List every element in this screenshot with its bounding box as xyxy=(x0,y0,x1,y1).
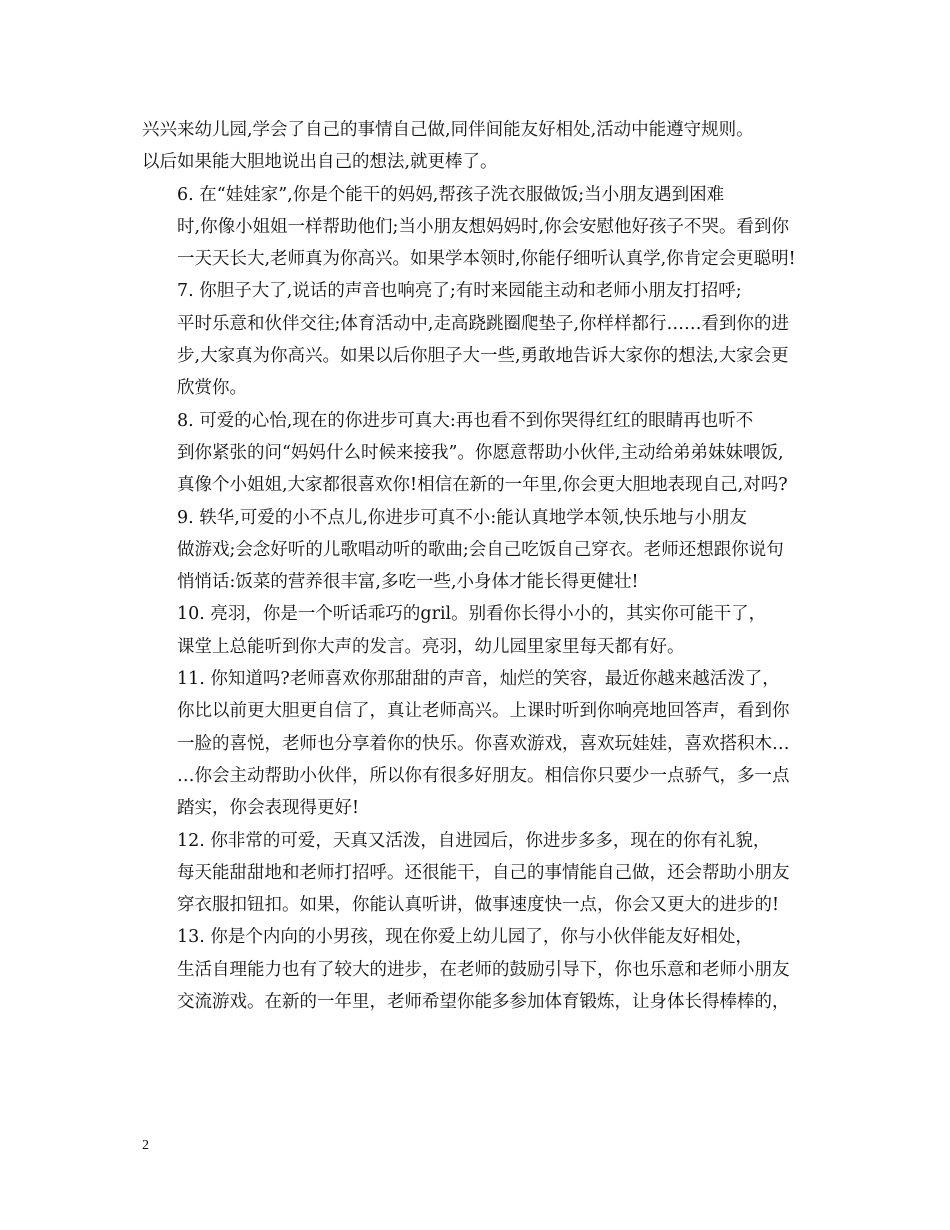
text-line: 真像个小姐姐,大家都很喜欢你!相信在新的一年里,你会更大胆地表现自己,对吗? xyxy=(177,475,788,496)
text-line: 步,大家真为你高兴。如果以后你胆子大一些,勇敢地告诉大家你的想法,大家会更 xyxy=(177,346,789,367)
text-line: 兴兴来幼儿园,学会了自己的事情自己做,同伴间能友好相处,活动中能遵守规则。 xyxy=(142,120,754,140)
paragraph xyxy=(142,663,812,824)
text-line: 悄悄话:饭菜的营养很丰富,多吃一些,小身体才能长得更健壮! xyxy=(177,572,639,593)
text-line: 11. 你知道吗?老师喜欢你那甜甜的声音，灿烂的笑容，最近你越来越活泼了， xyxy=(177,669,780,690)
paragraph xyxy=(142,825,812,922)
text-line: 13. 你是个内向的小男孩，现在你爱上幼儿园了，你与小伙伴能友好相处， xyxy=(177,927,753,948)
text-line: 生活自理能力也有了较大的进步，在老师的鼓励引导下，你也乐意和老师小朋友 xyxy=(177,959,790,980)
text-line: 到你紧张的问“妈妈什么时候来接我”。你愿意帮助小伙伴,主动给弟弟妹妹喂饭, xyxy=(177,442,784,463)
text-line: 时,你像小姐姐一样帮助他们;当小朋友想妈妈时,你会安慰他好孩子不哭。看到你 xyxy=(177,216,790,237)
paragraph xyxy=(142,275,812,404)
text-line: 6. 在“娃娃家”,你是个能干的妈妈,帮孩子洗衣服做饭;当小朋友遇到困难 xyxy=(177,184,725,205)
text-line: 以后如果能大胆地说出自己的想法,就更棒了。 xyxy=(142,152,498,173)
text-line: 10. 亮羽，你是一个听话乖巧的gril。别看你长得小小的，其实你可能干了， xyxy=(177,604,767,625)
text-line: 8. 可爱的心怡,现在的你进步可真大:再也看不到你哭得红红的眼睛再也听不 xyxy=(177,410,754,431)
text-line: 9. 轶华,可爱的小不点儿,你进步可真不小:能认真地学本领,快乐地与小朋友 xyxy=(177,507,747,528)
text-line: 一天天长大,老师真为你高兴。如果学本领时,你能仔细听认真学,你肯定会更聪明! xyxy=(177,249,796,270)
text-line: 平时乐意和伙伴交往;体育活动中,走高跷跳圈爬垫子,你样样都行……看到你的进 xyxy=(177,313,790,334)
paragraph xyxy=(142,114,812,179)
text-line: 课堂上总能听到你大声的发言。亮羽，幼儿园里家里每天都有好。 xyxy=(177,636,685,657)
text-line: 每天能甜甜地和老师打招呼。还很能干，自己的事情能自己做，还会帮助小朋友 xyxy=(177,862,790,883)
document-body xyxy=(142,114,812,1018)
text-line: …你会主动帮助小伙伴，所以你有很多好朋友。相信你只要少一点骄气，多一点 xyxy=(177,765,790,786)
text-line: 踏实，你会表现得更好! xyxy=(177,798,360,819)
text-line: 12. 你非常的可爱，天真又活泼，自进园后，你进步多多，现在的你有礼貌， xyxy=(177,830,771,851)
paragraph xyxy=(142,598,812,663)
text-line: 一脸的喜悦，老师也分享着你的快乐。你喜欢游戏，喜欢玩娃娃，喜欢搭积木… xyxy=(177,733,790,754)
paragraph xyxy=(142,405,812,502)
paragraph xyxy=(142,179,812,276)
paragraph xyxy=(142,502,812,599)
text-line: 你比以前更大胆更自信了，真让老师高兴。上课时听到你响亮地回答声，看到你 xyxy=(177,701,790,722)
text-line: 7. 你胆子大了,说话的声音也响亮了;有时来园能主动和老师小朋友打招呼; xyxy=(177,281,742,302)
text-line: 交流游戏。在新的一年里，老师希望你能多参加体育锻炼，让身体长得棒棒的， xyxy=(177,992,790,1013)
text-line: 做游戏;会念好听的儿歌唱动听的歌曲;会自己吃饭自己穿衣。老师还想跟你说句 xyxy=(177,539,784,560)
page-number: 2 xyxy=(142,1138,149,1153)
text-line: 欣赏你。 xyxy=(177,378,247,399)
text-line: 穿衣服扣钮扣。如果，你能认真听讲，做事速度快一点，你会又更大的进步的! xyxy=(177,895,780,916)
paragraph xyxy=(142,921,812,1018)
